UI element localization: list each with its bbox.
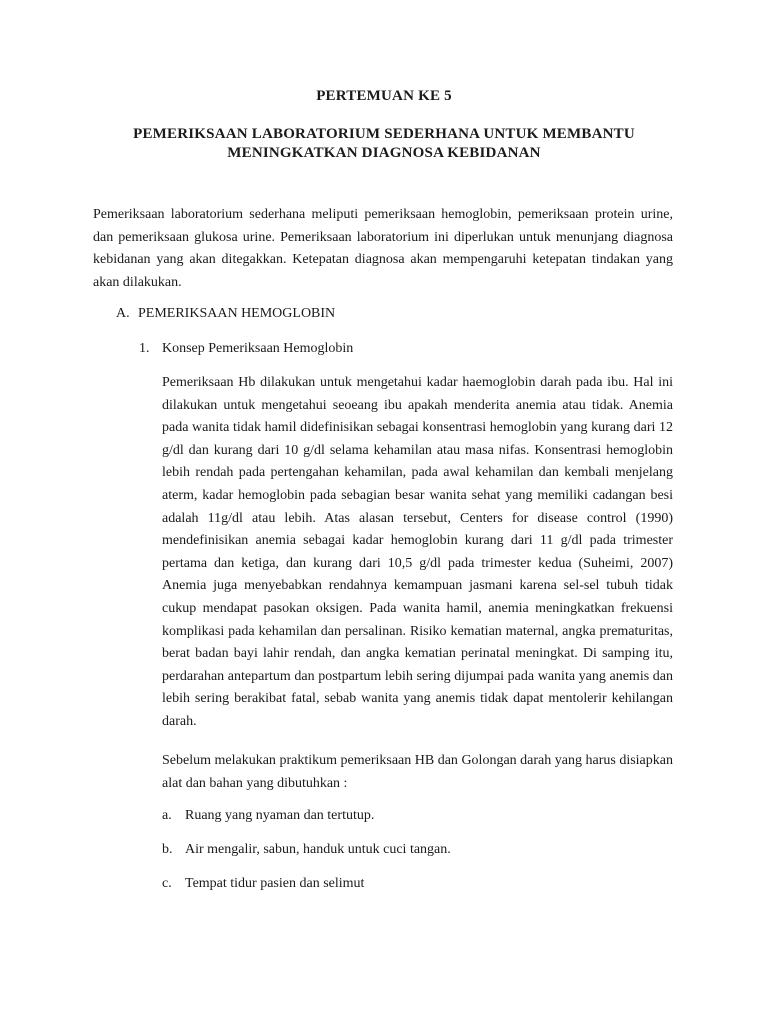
subtitle-line-2: MENINGKATKAN DIAGNOSA KEBIDANAN (227, 145, 541, 161)
list-marker: c. (162, 876, 172, 891)
section-label: PEMERIKSAAN HEMOGLOBIN (138, 306, 336, 321)
list-item (162, 808, 374, 824)
list-item-text: Air mengalir, sabun, handuk untuk cuci tangan. (185, 842, 451, 857)
list-item (162, 842, 451, 858)
section-heading-a (116, 306, 335, 322)
subsection-heading-1 (139, 341, 353, 357)
list-marker: b. (162, 842, 173, 857)
list-item (162, 876, 364, 892)
body-paragraph-1: Pemeriksaan Hb dilakukan untuk mengetahui kadar haemoglobin darah pada ibu. Hal ini dilakukan untuk mengetahui seoeang ibu apakah menderita anemia atau tidak. Anemia pada wanita tidak hamil didefinisikan sebagai konsentrasi hemoglobin yang kurang dari 12 g/dl dan kurang dari 10 g/dl selama kehamilan atau masa nifas. Konsentrasi hemoglobin lebih rendah pada pertengahan kehamilan, pada awal kehamilan dan kembali menjelang aterm, kadar hemoglobin pada sebagian besar wanita sehat yang memiliki cadangan besi adalah 11g/dl atau lebih. Atas alasan tersebut, Centers for disease control (1990) mendefinisikan anemia sebagai kadar hemoglobin kurang dari 11 g/dl pada trimester pertama dan ketiga, dan kurang dari 10,5 g/dl pada trimester kedua (Suheimi, 2007) Anemia juga menyebabkan rendahnya kemampuan jasmani karena sel-sel tubuh tidak cukup mendapat pasokan oksigen. Pada wanita hamil, anemia meningkatkan frekuensi komplikasi pada kehamilan dan persalinan. Risiko kematian maternal, angka prematuritas, berat badan bayi lahir rendah, dan angka kematian perinatal meningkat. Di samping itu, perdarahan antepartum dan postpartum lebih sering dijumpai pada wanita yang anemis dan lebih sering berakibat fatal, sebab wanita yang anemis tidak dapat mentolerir kehilangan darah. (162, 375, 673, 729)
list-item-text: Ruang yang nyaman dan tertutup. (185, 808, 375, 823)
page-title: PERTEMUAN KE 5 (316, 88, 452, 104)
list-item-text: Tempat tidur pasien dan selimut (185, 876, 365, 891)
body-paragraph-2: Sebelum melakukan praktikum pemeriksaan HB dan Golongan darah yang harus disiapkan alat dan bahan yang dibutuhkan : (162, 753, 673, 791)
page-subtitle (0, 125, 768, 163)
list-marker: a. (162, 808, 172, 823)
section-marker: A. (116, 306, 130, 321)
subtitle-line-1: PEMERIKSAAN LABORATORIUM SEDERHANA UNTUK MEMBANTU (133, 126, 635, 142)
intro-paragraph: Pemeriksaan laboratorium sederhana meliputi pemeriksaan hemoglobin, pemeriksaan protein urine, dan pemeriksaan glukosa urine. Pemeriksaan laboratorium ini diperlukan untuk menunjang diagnosa kebidanan yang akan ditegakkan. Ketepatan diagnosa akan mempengaruhi ketepatan tindakan yang akan dilakukan. (93, 207, 673, 290)
subsection-label: Konsep Pemeriksaan Hemoglobin (162, 341, 354, 356)
subsection-marker: 1. (139, 341, 150, 356)
